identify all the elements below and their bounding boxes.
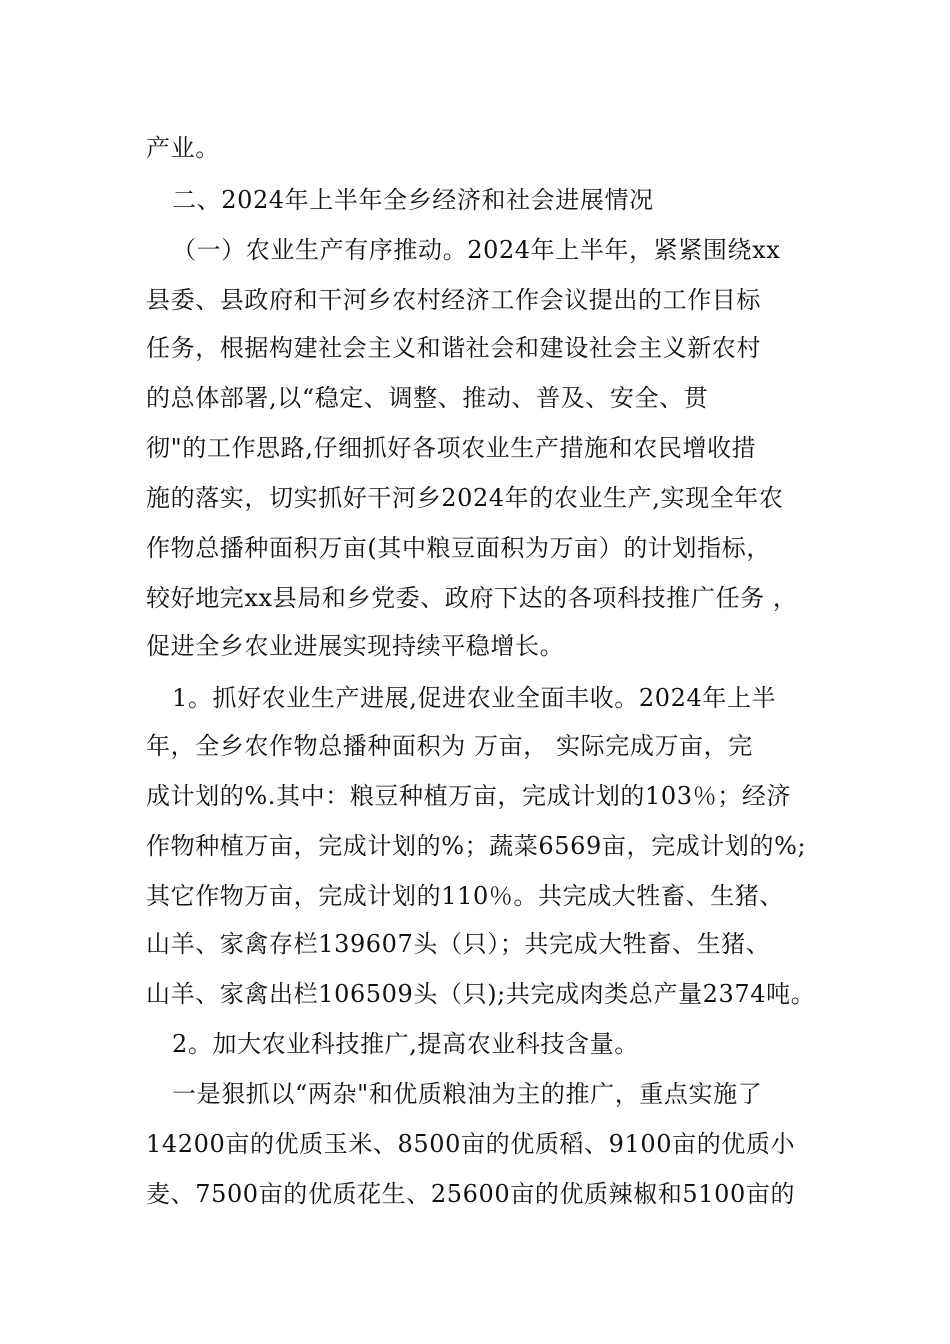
text-line: 山羊、家禽存栏139607头（只）；共完成大牲畜、生猪、 bbox=[146, 930, 771, 958]
text-line: 其它作物万亩，完成计划的110％。共完成大牲畜、生猪、 bbox=[146, 882, 785, 910]
text-line: 成计划的%.其中：粮豆种植万亩，完成计划的103％；经济 bbox=[146, 782, 792, 810]
text-line: 14200亩的优质玉米、8500亩的优质稻、9100亩的优质小 bbox=[146, 1130, 796, 1158]
text-line: 作物总播种面积万亩(其中粮豆面积为万亩）的计划指标， bbox=[146, 534, 771, 562]
text-line: 任务，根据构建社会主义和谐社会和建设社会主义新农村 bbox=[146, 334, 761, 362]
text-line: 较好地完xx县局和乡党委、政府下达的各项科技推广任务 ， bbox=[146, 584, 798, 612]
text-line: 山羊、家禽出栏106509头（只);共完成肉类总产量2374吨。 bbox=[146, 980, 816, 1008]
paragraph-first-line: （一）农业生产有序推动。2024年上半年，紧紧围绕xx bbox=[172, 236, 781, 264]
text-line: 麦、7500亩的优质花生、25600亩的优质辣椒和5100亩的 bbox=[146, 1180, 796, 1208]
paragraph-first-line: 2。加大农业科技推广,提高农业科技含量。 bbox=[172, 1030, 639, 1058]
text-line: 施的落实，切实抓好干河乡2024年的农业生产,实现全年农 bbox=[146, 484, 784, 512]
text-line: 年，全乡农作物总播种面积为 万亩， 实际完成万亩，完 bbox=[146, 732, 753, 760]
text-line: 县委、县政府和干河乡农村经济工作会议提出的工作目标 bbox=[146, 286, 761, 314]
text-line: 的总体部署,以“稳定、调整、推动、普及、安全、贯 bbox=[146, 384, 709, 412]
text-line: 产业。 bbox=[146, 134, 220, 162]
text-line: 作物种植万亩，完成计划的%；蔬菜6569亩，完成计划的%; bbox=[146, 832, 807, 860]
text-line: 促进全乡农业进展实现持续平稳增长。 bbox=[146, 632, 565, 660]
text-line: 彻"的工作思路,仔细抓好各项农业生产措施和农民增收措 bbox=[146, 434, 757, 462]
section-heading: 二、2024年上半年全乡经济和社会进展情况 bbox=[172, 186, 654, 214]
paragraph-first-line: 1。抓好农业生产进展,促进农业全面丰收。2024年上半 bbox=[172, 684, 777, 712]
paragraph-first-line: 一是狠抓以“两杂"和优质粮油为主的推广，重点实施了 bbox=[172, 1080, 763, 1108]
